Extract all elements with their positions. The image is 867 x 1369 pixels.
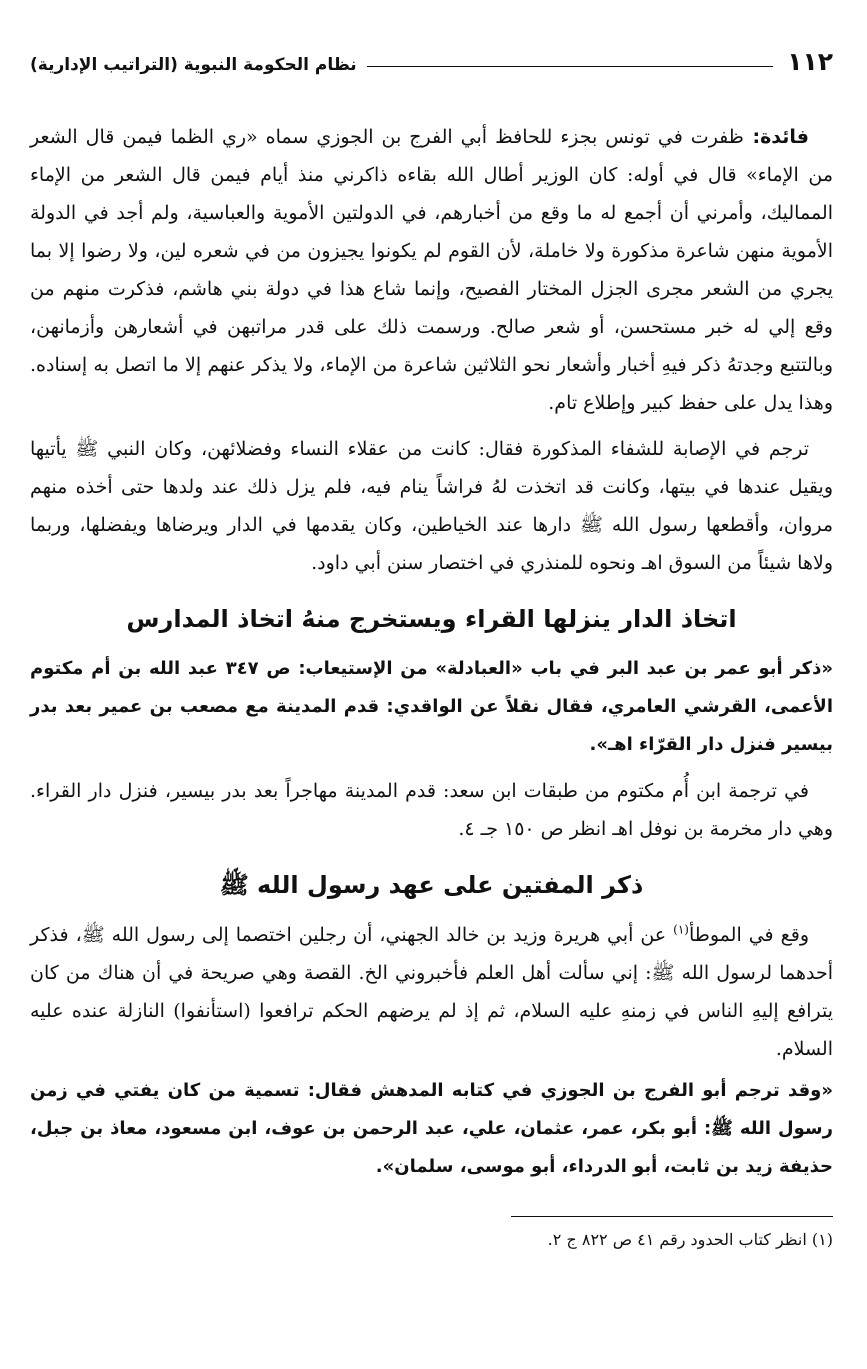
paragraph-muwatta [30,916,833,1068]
footnote: (١) انظر كتاب الحدود رقم ٤١ ص ٨٢٢ ج ٢. [547,1230,833,1249]
quote-istiab: «ذكر أبو عمر بن عبد البر في باب «العبادلة» من الإستيعاب: ص ٣٤٧ عبد الله بن أم مكتوم الأعمى، القرشي العامري، فقال نقلاً عن الواقدي: قدم المدينة مع مصعب بن عمير بعد بدر بيسير فنزل دار القرّاء اهـ». [30,658,833,755]
paragraph-fayda [30,118,833,422]
section-heading-dar-al-qurra: اتخاذ الدار ينزلها القراء ويستخرج منهُ اتخاذ المدارس [126,605,737,633]
section-heading-muftin: ذكر المفتين على عهد رسول الله ﷺ [219,871,644,899]
footnote-reference: (١) [673,922,689,937]
muwatta-text-rest: عن أبي هريرة وزيد بن خالد الجهني، أن رجلين اختصما إلى رسول الله ﷺ، فذكر أحدهما لرسول الله ﷺ: إني سألت أهل العلم فأخبروني الخ. القصة وهي صريحة في أن هناك من كان يترافع إليهِ الناس في زمنهِ عليه السلام، ثم إذ لم يرضهم الحكم ترافعوا (استأنفوا) النازلة عنده عليه السلام. [30,924,833,1060]
paragraph-isaba: ترجم في الإصابة للشفاء المذكورة فقال: كانت من عقلاء النساء وفضلائهن، وكان النبي ﷺ يأتيها ويقيل عندها في بيتها، وكانت قد اتخذت لهُ فراشاً ينام فيه، فلم يزل ذلك عند ولدها حتى أخذه منهم مروان، وأقطعها رسول الله ﷺ دارها عند الخياطين، وكان يقدمها في الدار ويرضاها ويفضلها، وربما ولاها شيئاً من السوق اهـ ونحوه للمنذري في اختصار سنن أبي داود. [30,438,833,574]
paragraph-ibn-saad: في ترجمة ابن أُم مكتوم من طبقات ابن سعد: قدم المدينة مهاجراً بعد بدر بيسير، فنزل دار القراء. وهي دار مخرمة بن نوفل اهـ انظر ص ١٥٠ جـ ٤. [30,780,833,840]
running-title: نظام الحكومة النبوية (التراتيب الإدارية) [30,55,357,75]
fayda-label: فائدة: [743,126,809,148]
quote-mudhish: «وقد ترجم أبو الفرج بن الجوزي في كتابه المدهش فقال: تسمية من كان يفتي في زمن رسول الله ﷺ: أبو بكر، عمر، عثمان، علي، عبد الرحمن بن عوف، ابن مسعود، معاذ بن جبل، حذيفة زيد بن ثابت، أبو الدرداء، أبو موسى، سلمان». [30,1080,833,1177]
page-header [30,38,833,74]
muwatta-text-start: وقع في الموطأ [688,924,809,946]
page-body [30,118,833,1253]
header-rule [367,66,774,67]
footnote-rule [511,1216,833,1217]
fayda-text: ظفرت في تونس بجزء للحافظ أبي الفرج بن الجوزي سماه «ري الظما فيمن قال الشعر من الإماء» قال في أوله: كان الوزير أطال الله بقاءه ذاكرني منذ أيام فيمن قال الشعر من الإماء المماليك، وأمرني أن أجمع له ما وقع من أخبارهم، في الدولتين الأموية والعباسية، ولم أجد في الدولة الأموية منهن شاعرة مذكورة ولا خاملة، لأن القوم لم يكونوا يجيزون من في شعره لين، ولا رضوا إلا بما يجري من الشعر مجرى الجزل المختار الفصيح، وإنما شاع هذا في دولة بني هاشم، فذكرت منهم من وقع إلي له خبر مستحسن، أو شعر صالح. ورسمت ذلك على قدر مراتبهن في أشعارهن وأزمانهن، وبالتتبع وجدتهُ ذكر فيهِ أخبار وأشعار نحو الثلاثين شاعرة من الإماء، ولا يذكر عنهم إلا ما اتصل به إسناده. وهذا يدل على حفظ كبير وإطلاع تام. [30,126,833,414]
page-number: ١١٢ [787,47,833,76]
